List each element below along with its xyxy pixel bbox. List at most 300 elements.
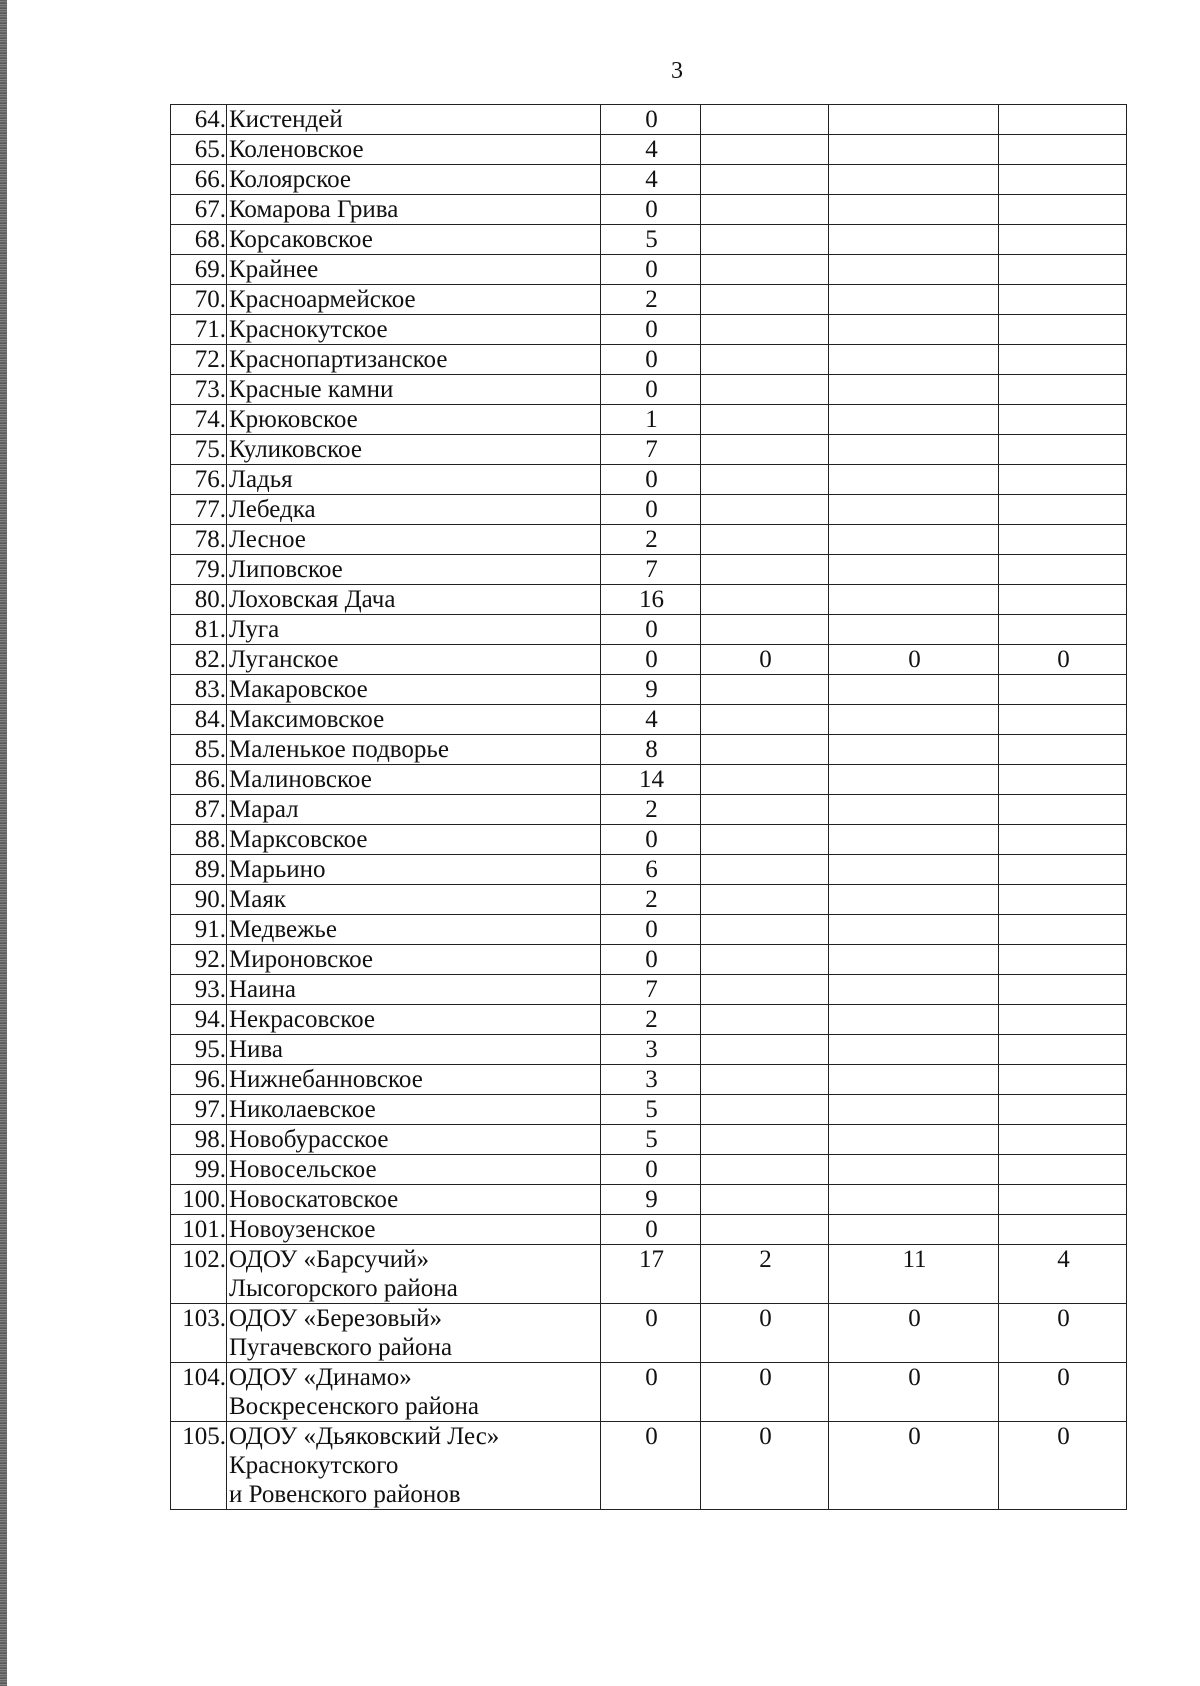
table-row <box>171 795 1127 825</box>
row-name-line: Новосельское <box>229 1156 377 1183</box>
row-number: 95. <box>171 1035 227 1065</box>
value-cell-1: 2 <box>601 795 701 825</box>
row-name <box>227 345 601 375</box>
row-name-line: Колоярское <box>229 166 351 193</box>
value-cell-2 <box>701 1095 829 1125</box>
row-name <box>227 1422 601 1510</box>
row-name <box>227 1245 601 1304</box>
value-cell-4 <box>999 255 1127 285</box>
value-cell-3 <box>829 945 999 975</box>
value-cell-1: 2 <box>601 285 701 315</box>
value-cell-4 <box>999 585 1127 615</box>
row-number: 84. <box>171 705 227 735</box>
value-cell-1: 16 <box>601 585 701 615</box>
value-cell-4: 0 <box>999 1304 1127 1363</box>
value-cell-3: 0 <box>829 645 999 675</box>
table-row <box>171 105 1127 135</box>
value-cell-2 <box>701 825 829 855</box>
row-name <box>227 1215 601 1245</box>
value-cell-4 <box>999 825 1127 855</box>
row-number: 79. <box>171 555 227 585</box>
row-name <box>227 885 601 915</box>
value-cell-4: 0 <box>999 1363 1127 1422</box>
data-table <box>170 104 1127 1510</box>
row-number: 103. <box>171 1304 227 1363</box>
value-cell-1: 0 <box>601 195 701 225</box>
value-cell-1: 1 <box>601 405 701 435</box>
value-cell-2 <box>701 975 829 1005</box>
row-name <box>227 1185 601 1215</box>
value-cell-2 <box>701 855 829 885</box>
value-cell-2 <box>701 1125 829 1155</box>
row-name <box>227 105 601 135</box>
value-cell-1: 0 <box>601 255 701 285</box>
value-cell-4 <box>999 315 1127 345</box>
row-name <box>227 705 601 735</box>
table-row <box>171 885 1127 915</box>
value-cell-2 <box>701 615 829 645</box>
row-name <box>227 165 601 195</box>
value-cell-3 <box>829 915 999 945</box>
row-number: 70. <box>171 285 227 315</box>
table-row <box>171 585 1127 615</box>
value-cell-4 <box>999 375 1127 405</box>
row-name-line: Маленькое подворье <box>229 736 449 763</box>
table-row <box>171 1215 1127 1245</box>
row-name <box>227 1095 601 1125</box>
value-cell-2 <box>701 525 829 555</box>
row-name-line: Нижнебанновское <box>229 1066 423 1093</box>
value-cell-1: 3 <box>601 1065 701 1095</box>
value-cell-1: 0 <box>601 105 701 135</box>
row-name <box>227 465 601 495</box>
row-name-line: Корсаковское <box>229 226 373 253</box>
scan-edge <box>0 0 7 1686</box>
value-cell-2 <box>701 1065 829 1095</box>
value-cell-1: 7 <box>601 435 701 465</box>
value-cell-1: 0 <box>601 1215 701 1245</box>
table-row <box>171 945 1127 975</box>
row-name <box>227 765 601 795</box>
row-name-line: Краснокутское <box>229 316 388 343</box>
value-cell-3 <box>829 465 999 495</box>
value-cell-2: 0 <box>701 1304 829 1363</box>
value-cell-2: 0 <box>701 645 829 675</box>
value-cell-4 <box>999 1185 1127 1215</box>
value-cell-4 <box>999 195 1127 225</box>
value-cell-3 <box>829 525 999 555</box>
value-cell-1: 9 <box>601 675 701 705</box>
value-cell-2: 0 <box>701 1363 829 1422</box>
row-number: 100. <box>171 1185 227 1215</box>
row-name-line: Марал <box>229 796 299 823</box>
row-name <box>227 1304 601 1363</box>
value-cell-3 <box>829 855 999 885</box>
row-name-line: Мироновское <box>229 946 374 973</box>
value-cell-1: 4 <box>601 135 701 165</box>
value-cell-2 <box>701 705 829 735</box>
table-row <box>171 165 1127 195</box>
row-name <box>227 525 601 555</box>
value-cell-3 <box>829 735 999 765</box>
table-row <box>171 1155 1127 1185</box>
value-cell-4 <box>999 675 1127 705</box>
table-row <box>171 405 1127 435</box>
value-cell-2 <box>701 1215 829 1245</box>
value-cell-3 <box>829 1035 999 1065</box>
row-name-line: Некрасовское <box>229 1006 376 1033</box>
value-cell-2 <box>701 195 829 225</box>
row-number: 75. <box>171 435 227 465</box>
value-cell-3 <box>829 135 999 165</box>
row-name-line: Луга <box>229 616 280 643</box>
value-cell-2 <box>701 225 829 255</box>
value-cell-3 <box>829 435 999 465</box>
row-name <box>227 405 601 435</box>
table-row <box>171 315 1127 345</box>
row-name <box>227 1125 601 1155</box>
row-number: 86. <box>171 765 227 795</box>
table-row <box>171 675 1127 705</box>
table-body <box>171 105 1127 1510</box>
row-name <box>227 1155 601 1185</box>
row-number: 90. <box>171 885 227 915</box>
value-cell-2 <box>701 135 829 165</box>
row-name-line: ОДОУ «Дьяковский Лес» <box>229 1423 500 1450</box>
row-number: 71. <box>171 315 227 345</box>
value-cell-3 <box>829 705 999 735</box>
row-number: 102. <box>171 1245 227 1304</box>
row-number: 104. <box>171 1363 227 1422</box>
value-cell-3 <box>829 555 999 585</box>
value-cell-1: 4 <box>601 705 701 735</box>
value-cell-2 <box>701 435 829 465</box>
value-cell-3 <box>829 1185 999 1215</box>
table-row <box>171 225 1127 255</box>
value-cell-2 <box>701 1155 829 1185</box>
table-row <box>171 375 1127 405</box>
row-name <box>227 585 601 615</box>
row-name-line: Новоскатовское <box>229 1186 399 1213</box>
row-number: 91. <box>171 915 227 945</box>
value-cell-4 <box>999 1095 1127 1125</box>
value-cell-4 <box>999 225 1127 255</box>
value-cell-2: 0 <box>701 1422 829 1510</box>
value-cell-1: 4 <box>601 165 701 195</box>
table-row <box>171 195 1127 225</box>
row-name-line: Ладья <box>229 466 293 493</box>
value-cell-3 <box>829 795 999 825</box>
value-cell-4 <box>999 1155 1127 1185</box>
row-name <box>227 945 601 975</box>
value-cell-2 <box>701 405 829 435</box>
value-cell-3 <box>829 1155 999 1185</box>
table-row <box>171 1304 1127 1363</box>
row-name-line: Макаровское <box>229 676 368 703</box>
value-cell-1: 17 <box>601 1245 701 1304</box>
value-cell-2 <box>701 555 829 585</box>
row-name-line: Краснокутского <box>229 1452 399 1479</box>
row-number: 94. <box>171 1005 227 1035</box>
value-cell-3 <box>829 1095 999 1125</box>
row-number: 68. <box>171 225 227 255</box>
value-cell-1: 2 <box>601 885 701 915</box>
row-name-line: Пугачевского района <box>229 1334 453 1361</box>
value-cell-1: 0 <box>601 345 701 375</box>
row-name <box>227 615 601 645</box>
value-cell-3 <box>829 615 999 645</box>
row-number: 72. <box>171 345 227 375</box>
row-number: 98. <box>171 1125 227 1155</box>
row-name <box>227 315 601 345</box>
table-row <box>171 765 1127 795</box>
value-cell-2 <box>701 315 829 345</box>
value-cell-3 <box>829 405 999 435</box>
row-name <box>227 915 601 945</box>
value-cell-2 <box>701 945 829 975</box>
value-cell-1: 0 <box>601 615 701 645</box>
table-row <box>171 975 1127 1005</box>
value-cell-1: 0 <box>601 825 701 855</box>
value-cell-3: 0 <box>829 1363 999 1422</box>
value-cell-3 <box>829 1005 999 1035</box>
value-cell-2 <box>701 285 829 315</box>
row-name-line: Лоховская Дача <box>229 586 396 613</box>
value-cell-2 <box>701 765 829 795</box>
value-cell-2 <box>701 495 829 525</box>
row-number: 74. <box>171 405 227 435</box>
value-cell-3 <box>829 345 999 375</box>
value-cell-2 <box>701 1005 829 1035</box>
value-cell-1: 9 <box>601 1185 701 1215</box>
row-name <box>227 285 601 315</box>
row-number: 87. <box>171 795 227 825</box>
value-cell-4 <box>999 915 1127 945</box>
table-row <box>171 465 1127 495</box>
value-cell-4 <box>999 165 1127 195</box>
table-row <box>171 705 1127 735</box>
value-cell-1: 0 <box>601 945 701 975</box>
row-name <box>227 555 601 585</box>
row-name-line: Красные камни <box>229 376 394 403</box>
value-cell-3: 11 <box>829 1245 999 1304</box>
row-name <box>227 825 601 855</box>
value-cell-1: 5 <box>601 1095 701 1125</box>
value-cell-4 <box>999 555 1127 585</box>
row-name-line: Крайнее <box>229 256 319 283</box>
row-number: 65. <box>171 135 227 165</box>
value-cell-1: 5 <box>601 225 701 255</box>
value-cell-2 <box>701 915 829 945</box>
value-cell-4 <box>999 285 1127 315</box>
row-number: 97. <box>171 1095 227 1125</box>
row-name-line: Лысогорского района <box>229 1275 458 1302</box>
value-cell-2 <box>701 345 829 375</box>
table-row <box>171 255 1127 285</box>
value-cell-4 <box>999 495 1127 525</box>
row-name-line: Воскресенского района <box>229 1393 479 1420</box>
table-row <box>171 555 1127 585</box>
table-row <box>171 1125 1127 1155</box>
row-number: 82. <box>171 645 227 675</box>
row-name-line: Кистендей <box>229 106 343 133</box>
row-name <box>227 375 601 405</box>
row-name <box>227 255 601 285</box>
value-cell-4 <box>999 435 1127 465</box>
value-cell-4 <box>999 855 1127 885</box>
value-cell-1: 7 <box>601 555 701 585</box>
value-cell-1: 8 <box>601 735 701 765</box>
row-name-line: Краснопартизанское <box>229 346 448 373</box>
value-cell-2 <box>701 585 829 615</box>
row-name <box>227 1363 601 1422</box>
value-cell-4 <box>999 705 1127 735</box>
row-name <box>227 675 601 705</box>
value-cell-3 <box>829 255 999 285</box>
row-name <box>227 645 601 675</box>
value-cell-3 <box>829 1125 999 1155</box>
value-cell-4 <box>999 765 1127 795</box>
row-name <box>227 1035 601 1065</box>
value-cell-2 <box>701 675 829 705</box>
value-cell-4 <box>999 405 1127 435</box>
value-cell-1: 14 <box>601 765 701 795</box>
row-number: 85. <box>171 735 227 765</box>
table-row <box>171 525 1127 555</box>
row-name <box>227 1005 601 1035</box>
value-cell-2: 2 <box>701 1245 829 1304</box>
table-row <box>171 855 1127 885</box>
value-cell-3 <box>829 195 999 225</box>
value-cell-1: 3 <box>601 1035 701 1065</box>
value-cell-2 <box>701 105 829 135</box>
value-cell-4 <box>999 615 1127 645</box>
value-cell-4 <box>999 945 1127 975</box>
table-row <box>171 135 1127 165</box>
table-row <box>171 1065 1127 1095</box>
value-cell-3 <box>829 765 999 795</box>
row-name-line: Медвежье <box>229 916 337 943</box>
row-name-line: Луганское <box>229 646 339 673</box>
value-cell-4 <box>999 1125 1127 1155</box>
value-cell-4: 4 <box>999 1245 1127 1304</box>
row-name-line: Николаевское <box>229 1096 376 1123</box>
row-name-line: Маяк <box>229 886 286 913</box>
row-name-line: ОДОУ «Динамо» <box>229 1364 412 1391</box>
row-number: 81. <box>171 615 227 645</box>
value-cell-1: 5 <box>601 1125 701 1155</box>
table-row <box>171 1245 1127 1304</box>
row-number: 73. <box>171 375 227 405</box>
table-row <box>171 1035 1127 1065</box>
row-name-line: и Ровенского районов <box>229 1481 461 1508</box>
table-row <box>171 285 1127 315</box>
value-cell-1: 0 <box>601 1155 701 1185</box>
row-number: 105. <box>171 1422 227 1510</box>
value-cell-1: 0 <box>601 315 701 345</box>
table-row <box>171 615 1127 645</box>
value-cell-3: 0 <box>829 1422 999 1510</box>
row-name-line: Лесное <box>229 526 306 553</box>
value-cell-4 <box>999 1215 1127 1245</box>
value-cell-2 <box>701 165 829 195</box>
value-cell-2 <box>701 375 829 405</box>
value-cell-1: 0 <box>601 915 701 945</box>
page-number: 3 <box>671 58 683 84</box>
value-cell-4 <box>999 885 1127 915</box>
row-name <box>227 135 601 165</box>
row-name <box>227 795 601 825</box>
value-cell-1: 6 <box>601 855 701 885</box>
value-cell-3 <box>829 585 999 615</box>
value-cell-4 <box>999 795 1127 825</box>
value-cell-2 <box>701 1185 829 1215</box>
row-name-line: ОДОУ «Березовый» <box>229 1305 443 1332</box>
table-row <box>171 495 1127 525</box>
table-row <box>171 645 1127 675</box>
row-name <box>227 735 601 765</box>
value-cell-2 <box>701 1035 829 1065</box>
row-name-line: Новоузенское <box>229 1216 376 1243</box>
row-name <box>227 495 601 525</box>
row-name-line: Новобурасское <box>229 1126 389 1153</box>
row-name <box>227 225 601 255</box>
row-name-line: Лебедка <box>229 496 316 523</box>
row-name-line: Максимовское <box>229 706 385 733</box>
row-number: 80. <box>171 585 227 615</box>
row-name <box>227 435 601 465</box>
table-row <box>171 1005 1127 1035</box>
row-name <box>227 855 601 885</box>
value-cell-3 <box>829 885 999 915</box>
table-row <box>171 1422 1127 1510</box>
value-cell-3 <box>829 315 999 345</box>
row-name-line: Куликовское <box>229 436 362 463</box>
row-number: 101. <box>171 1215 227 1245</box>
row-number: 96. <box>171 1065 227 1095</box>
table-row <box>171 1185 1127 1215</box>
value-cell-1: 7 <box>601 975 701 1005</box>
value-cell-4 <box>999 1065 1127 1095</box>
value-cell-3 <box>829 165 999 195</box>
row-number: 83. <box>171 675 227 705</box>
value-cell-4 <box>999 1005 1127 1035</box>
row-number: 67. <box>171 195 227 225</box>
row-name-line: Марксовское <box>229 826 368 853</box>
row-number: 66. <box>171 165 227 195</box>
value-cell-4 <box>999 135 1127 165</box>
row-number: 99. <box>171 1155 227 1185</box>
table-row <box>171 435 1127 465</box>
value-cell-4 <box>999 525 1127 555</box>
value-cell-1: 2 <box>601 1005 701 1035</box>
value-cell-1: 0 <box>601 1363 701 1422</box>
value-cell-1: 0 <box>601 375 701 405</box>
value-cell-3 <box>829 285 999 315</box>
value-cell-2 <box>701 465 829 495</box>
value-cell-4 <box>999 975 1127 1005</box>
value-cell-2 <box>701 795 829 825</box>
row-number: 92. <box>171 945 227 975</box>
row-name-line: Нива <box>229 1036 284 1063</box>
row-number: 78. <box>171 525 227 555</box>
table-row <box>171 735 1127 765</box>
value-cell-4 <box>999 345 1127 375</box>
row-name-line: Малиновское <box>229 766 372 793</box>
value-cell-4 <box>999 465 1127 495</box>
value-cell-3 <box>829 1065 999 1095</box>
row-name-line: Крюковское <box>229 406 358 433</box>
